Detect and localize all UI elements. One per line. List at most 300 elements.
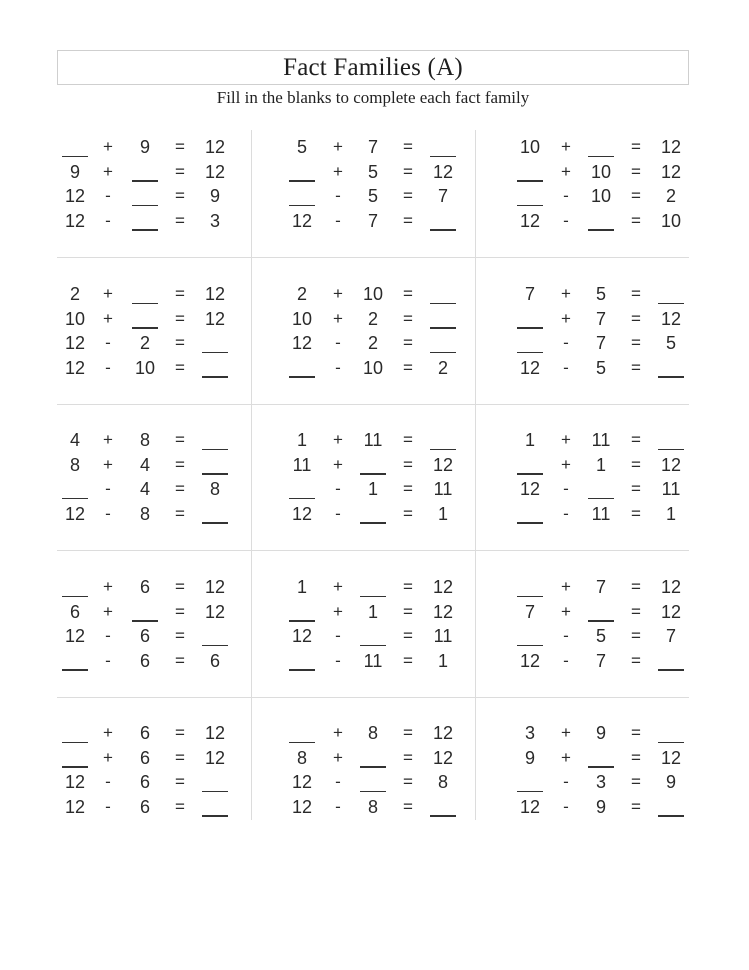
equals-sign: =	[175, 454, 185, 474]
fact-family-6	[57, 283, 689, 393]
operand-2: 9	[595, 723, 606, 743]
operand-1: 12	[519, 357, 541, 378]
equals-sign: =	[175, 626, 185, 645]
result: 7	[437, 186, 448, 206]
operator: +	[103, 723, 113, 742]
operator: -	[335, 772, 341, 791]
equals-sign: =	[403, 333, 413, 352]
operator: -	[335, 650, 341, 670]
operand-1: 12	[291, 626, 313, 646]
blank-underline	[517, 180, 543, 182]
operand-2: 7	[367, 137, 378, 157]
operator: -	[105, 626, 111, 645]
row-divider	[57, 550, 689, 551]
equals-sign: =	[403, 723, 413, 742]
equals-sign: =	[175, 210, 185, 230]
equals-sign: =	[175, 747, 185, 767]
operand-2: 7	[595, 308, 606, 329]
operator: +	[333, 747, 343, 767]
equals-sign: =	[631, 479, 641, 498]
answer-blank[interactable]	[510, 771, 550, 793]
result: 12	[432, 747, 454, 768]
blank-underline	[658, 376, 684, 378]
operator: -	[105, 479, 111, 498]
result: 11	[661, 479, 681, 499]
answer-blank[interactable]	[651, 722, 691, 744]
equals-sign: =	[403, 137, 413, 156]
operand-1: 8	[296, 747, 307, 768]
operand-1: 12	[64, 796, 86, 817]
operator: +	[333, 454, 343, 474]
operand-2: 10	[362, 357, 384, 378]
operand-2: 7	[595, 333, 606, 353]
operator: +	[333, 284, 343, 303]
answer-blank[interactable]	[510, 161, 550, 183]
answer-blank[interactable]	[510, 576, 550, 598]
operand-1: 2	[69, 284, 80, 304]
operator: +	[333, 308, 343, 328]
blank-underline	[517, 473, 543, 475]
operand-2: 6	[139, 723, 150, 743]
blank-underline	[517, 522, 543, 524]
equals-sign: =	[403, 626, 413, 645]
answer-blank[interactable]	[651, 796, 691, 818]
equals-sign: =	[175, 308, 185, 328]
blank-underline	[658, 815, 684, 817]
operator: -	[335, 626, 341, 645]
blank-underline	[517, 205, 543, 207]
operand-2: 5	[595, 626, 606, 646]
equals-sign: =	[403, 454, 413, 474]
equals-sign: =	[631, 723, 641, 742]
operand-2: 11	[363, 430, 383, 450]
result: 12	[204, 601, 226, 622]
result: 12	[204, 161, 226, 182]
equals-sign: =	[175, 479, 185, 498]
fact-family-grid	[57, 130, 689, 820]
equals-sign: =	[631, 503, 641, 523]
equals-sign: =	[631, 284, 641, 303]
equals-sign: =	[403, 650, 413, 670]
operator: -	[563, 503, 569, 523]
equation-row	[57, 796, 689, 820]
operator: +	[333, 137, 343, 156]
equals-sign: =	[631, 626, 641, 645]
row-divider	[57, 697, 689, 698]
operand-2: 6	[139, 796, 150, 817]
operand-1: 12	[64, 503, 86, 524]
operand-1: 12	[291, 772, 313, 792]
operand-1: 12	[291, 503, 313, 524]
answer-blank[interactable]	[510, 454, 550, 476]
operator: +	[561, 430, 571, 449]
answer-blank[interactable]	[510, 503, 550, 525]
equation-row	[57, 283, 689, 307]
blank-underline	[658, 742, 684, 744]
operator: -	[335, 503, 341, 523]
answer-blank[interactable]	[510, 185, 550, 207]
operand-1: 12	[64, 626, 86, 646]
operand-1: 12	[64, 772, 86, 792]
operator: +	[561, 723, 571, 742]
result: 9	[665, 772, 676, 792]
operator: -	[563, 479, 569, 498]
equation-row	[57, 454, 689, 478]
title-box	[57, 50, 689, 85]
operator: +	[103, 430, 113, 449]
operand-2: 9	[139, 137, 150, 157]
operand-2: 1	[595, 454, 606, 475]
operand-2: 8	[367, 796, 378, 817]
operator: -	[105, 650, 111, 670]
blank-underline	[588, 620, 614, 622]
operand-1: 10	[64, 308, 86, 329]
operand-1: 11	[292, 454, 312, 475]
equals-sign: =	[175, 430, 185, 449]
operand-2: 2	[139, 333, 150, 353]
operand-2: 5	[367, 161, 378, 182]
equation-row	[57, 625, 689, 649]
equals-sign: =	[403, 503, 413, 523]
result: 11	[433, 479, 453, 499]
equals-sign: =	[175, 723, 185, 742]
equation-row	[57, 771, 689, 795]
equals-sign: =	[403, 284, 413, 303]
answer-blank[interactable]	[651, 357, 691, 379]
blank-underline	[517, 791, 543, 793]
operand-2: 8	[367, 723, 378, 743]
operator: -	[563, 626, 569, 645]
equation-row	[57, 210, 689, 234]
operator: -	[563, 650, 569, 670]
operator: -	[563, 357, 569, 377]
operand-1: 12	[64, 357, 86, 378]
equals-sign: =	[175, 772, 185, 791]
equals-sign: =	[403, 479, 413, 498]
operand-1: 4	[69, 430, 80, 450]
equation-row	[57, 136, 689, 160]
equation-row	[57, 722, 689, 746]
operand-2: 4	[139, 454, 150, 475]
equation-row	[57, 650, 689, 674]
operator: -	[335, 186, 341, 205]
operator: -	[335, 333, 341, 352]
result: 12	[432, 601, 454, 622]
result: 12	[432, 577, 454, 597]
answer-blank[interactable]	[581, 601, 621, 623]
equals-sign: =	[175, 650, 185, 670]
operator: +	[561, 601, 571, 621]
equals-sign: =	[175, 161, 185, 181]
operand-2: 7	[595, 577, 606, 597]
row-divider	[57, 404, 689, 405]
result: 12	[204, 577, 226, 597]
operator: +	[561, 137, 571, 156]
blank-underline	[517, 645, 543, 647]
operand-2: 6	[139, 650, 150, 671]
operand-1: 5	[296, 137, 307, 157]
equation-row	[57, 503, 689, 527]
equals-sign: =	[631, 454, 641, 474]
fact-family-9	[57, 429, 689, 539]
operator: +	[561, 577, 571, 596]
operand-2: 6	[139, 747, 150, 768]
result: 10	[660, 210, 682, 231]
operand-2: 8	[139, 430, 150, 450]
operand-1: 12	[291, 796, 313, 817]
operand-2: 10	[590, 161, 612, 182]
blank-underline	[517, 596, 543, 598]
operand-1: 12	[519, 796, 541, 817]
operand-2: 11	[591, 503, 611, 524]
equals-sign: =	[631, 650, 641, 670]
operator: -	[335, 796, 341, 816]
result: 12	[204, 284, 226, 304]
answer-blank[interactable]	[510, 625, 550, 647]
equals-sign: =	[175, 137, 185, 156]
answer-blank[interactable]	[510, 308, 550, 330]
equals-sign: =	[631, 333, 641, 352]
blank-underline	[588, 229, 614, 231]
operand-1: 3	[524, 723, 535, 743]
operand-2: 5	[595, 357, 606, 378]
result: 12	[432, 723, 454, 743]
equation-row	[57, 747, 689, 771]
operand-1: 9	[524, 747, 535, 768]
operator: -	[563, 772, 569, 791]
operator: +	[561, 747, 571, 767]
blank-underline	[588, 766, 614, 768]
equation-row	[57, 357, 689, 381]
operator: +	[103, 454, 113, 474]
operand-2: 7	[367, 210, 378, 231]
operand-2: 4	[139, 479, 150, 499]
equals-sign: =	[631, 161, 641, 181]
operand-2: 8	[139, 503, 150, 524]
operator: -	[105, 357, 111, 377]
operator: -	[563, 796, 569, 816]
operator: +	[333, 601, 343, 621]
operand-1: 7	[524, 601, 535, 622]
operand-1: 12	[519, 210, 541, 231]
equals-sign: =	[175, 601, 185, 621]
equals-sign: =	[631, 137, 641, 156]
operand-2: 6	[139, 577, 150, 597]
operand-2: 6	[139, 772, 150, 792]
operand-2: 1	[367, 479, 378, 499]
result: 12	[660, 454, 682, 475]
answer-blank[interactable]	[581, 210, 621, 232]
equals-sign: =	[631, 747, 641, 767]
operator: +	[561, 308, 571, 328]
page-title: Fact Families (A)	[283, 54, 463, 81]
operand-2: 10	[134, 357, 156, 378]
operator: +	[103, 747, 113, 767]
operand-1: 10	[291, 308, 313, 329]
equals-sign: =	[175, 333, 185, 352]
equals-sign: =	[631, 430, 641, 449]
operand-1: 1	[524, 430, 535, 450]
operator: -	[563, 210, 569, 230]
equals-sign: =	[403, 357, 413, 377]
result: 12	[204, 747, 226, 768]
result: 12	[204, 308, 226, 329]
result: 5	[665, 333, 676, 353]
equation-row	[57, 601, 689, 625]
equals-sign: =	[631, 796, 641, 816]
operator: -	[105, 210, 111, 230]
blank-underline	[588, 498, 614, 500]
equals-sign: =	[403, 430, 413, 449]
operand-2: 11	[591, 430, 611, 450]
result: 12	[660, 137, 682, 157]
operator: -	[105, 772, 111, 791]
operator: +	[333, 430, 343, 449]
equals-sign: =	[175, 796, 185, 816]
result: 8	[209, 479, 220, 499]
operand-1: 12	[64, 333, 86, 353]
operand-1: 1	[296, 577, 307, 597]
equals-sign: =	[631, 577, 641, 596]
blank-underline	[517, 327, 543, 329]
operand-1: 12	[519, 479, 541, 499]
result: 7	[665, 626, 676, 646]
operator: -	[105, 333, 111, 352]
result: 12	[204, 137, 226, 157]
operator: +	[103, 161, 113, 181]
operand-1: 12	[291, 210, 313, 231]
operator: +	[333, 577, 343, 596]
operator: -	[335, 479, 341, 498]
answer-blank[interactable]	[581, 747, 621, 769]
answer-blank[interactable]	[581, 478, 621, 500]
result: 2	[665, 186, 676, 206]
answer-blank[interactable]	[581, 136, 621, 158]
equals-sign: =	[403, 747, 413, 767]
operator: +	[561, 454, 571, 474]
operand-1: 2	[296, 284, 307, 304]
result: 9	[209, 186, 220, 206]
equals-sign: =	[631, 772, 641, 791]
result: 12	[204, 723, 226, 743]
operator: +	[103, 137, 113, 156]
answer-blank[interactable]	[651, 429, 691, 451]
blank-underline	[517, 352, 543, 354]
answer-blank[interactable]	[651, 650, 691, 672]
equals-sign: =	[403, 577, 413, 596]
result: 8	[437, 772, 448, 792]
operand-2: 2	[367, 333, 378, 353]
equals-sign: =	[403, 186, 413, 205]
operand-1: 12	[519, 650, 541, 671]
operator: -	[105, 503, 111, 523]
operator: +	[103, 308, 113, 328]
operand-2: 9	[595, 796, 606, 817]
result: 12	[660, 308, 682, 329]
instructions: Fill in the blanks to complete each fact family	[216, 88, 530, 107]
result: 12	[660, 577, 682, 597]
operand-1: 10	[519, 137, 541, 157]
equals-sign: =	[175, 503, 185, 523]
blank-underline	[658, 449, 684, 451]
operand-1: 6	[69, 601, 80, 622]
equals-sign: =	[403, 308, 413, 328]
equals-sign: =	[403, 161, 413, 181]
operand-1: 12	[291, 333, 313, 353]
operand-1: 9	[69, 161, 80, 182]
equation-row	[57, 185, 689, 209]
equals-sign: =	[175, 186, 185, 205]
operand-2: 5	[595, 284, 606, 304]
equals-sign: =	[631, 357, 641, 377]
operand-2: 11	[363, 650, 383, 671]
operator: -	[335, 210, 341, 230]
equals-sign: =	[403, 796, 413, 816]
operand-2: 5	[367, 186, 378, 206]
row-divider	[57, 257, 689, 258]
operator: +	[103, 577, 113, 596]
operand-1: 7	[524, 284, 535, 304]
result: 12	[660, 601, 682, 622]
equals-sign: =	[631, 186, 641, 205]
equation-row	[57, 161, 689, 185]
operator: +	[333, 161, 343, 181]
operand-2: 2	[367, 308, 378, 329]
equation-row	[57, 308, 689, 332]
operator: -	[105, 796, 111, 816]
result: 1	[665, 503, 676, 524]
result: 12	[432, 454, 454, 475]
result: 12	[660, 747, 682, 768]
fact-family-15	[57, 722, 689, 832]
equals-sign: =	[403, 601, 413, 621]
equals-sign: =	[175, 357, 185, 377]
equals-sign: =	[175, 284, 185, 303]
equals-sign: =	[403, 210, 413, 230]
fact-family-12	[57, 576, 689, 686]
operand-2: 3	[595, 772, 606, 792]
result: 11	[433, 626, 453, 646]
equation-row	[57, 478, 689, 502]
equals-sign: =	[631, 601, 641, 621]
operator: +	[561, 284, 571, 303]
result: 1	[437, 503, 448, 524]
result: 1	[437, 650, 448, 671]
operator: +	[103, 284, 113, 303]
equals-sign: =	[403, 772, 413, 791]
equation-row	[57, 429, 689, 453]
result: 12	[432, 161, 454, 182]
blank-underline	[658, 303, 684, 305]
operator: -	[563, 333, 569, 352]
equals-sign: =	[631, 308, 641, 328]
result: 12	[660, 161, 682, 182]
operator: +	[333, 723, 343, 742]
answer-blank[interactable]	[510, 332, 550, 354]
result: 2	[437, 357, 448, 378]
operand-1: 12	[64, 186, 86, 206]
operand-2: 6	[139, 626, 150, 646]
answer-blank[interactable]	[651, 283, 691, 305]
operator: -	[105, 186, 111, 205]
operator: +	[103, 601, 113, 621]
equation-row	[57, 576, 689, 600]
equals-sign: =	[175, 577, 185, 596]
result: 3	[209, 210, 220, 231]
operand-1: 8	[69, 454, 80, 475]
operator: +	[561, 161, 571, 181]
result: 6	[209, 650, 220, 671]
